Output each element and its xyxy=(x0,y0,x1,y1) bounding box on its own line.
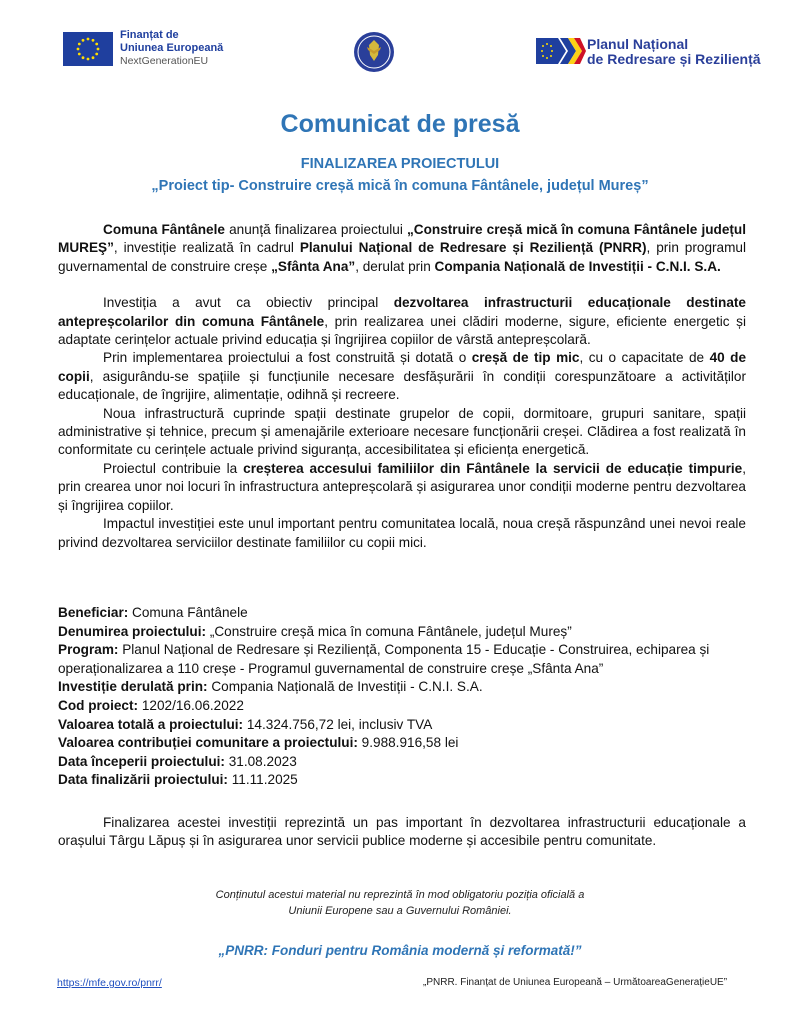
info-row-project-name xyxy=(58,623,746,642)
info-row-project-code xyxy=(58,697,746,716)
text: Proiectul contribuie la xyxy=(103,460,244,476)
info-value: 1202/16.06.2022 xyxy=(138,697,244,713)
info-row-eu-contribution xyxy=(58,734,746,753)
text-bold: Comuna Fântânele xyxy=(103,222,225,237)
text-bold: „Construire creșă mică în comuna Fântânele județul MUREŞ” xyxy=(58,222,746,256)
info-value: 14.324.756,72 lei, inclusiv TVA xyxy=(243,716,433,732)
paragraph-objective xyxy=(58,294,746,349)
info-label: Investiție derulată prin: xyxy=(58,679,208,695)
project-info-list xyxy=(58,604,746,790)
text-bold: Planului Național de Redresare și Reziliență (PNRR) xyxy=(299,240,647,256)
text-bold: „Sfânta Ana” xyxy=(271,258,356,274)
info-value: 11.11.2025 xyxy=(227,772,298,788)
info-value: „Construire creșă mica în comuna Fântânele, județul Mureș” xyxy=(206,623,572,639)
info-row-beneficiary xyxy=(58,604,746,623)
info-value: 9.988.916,58 lei xyxy=(357,735,459,751)
pnrr-slogan: „PNRR: Fonduri pentru România modernă și reformată!” xyxy=(218,943,582,958)
info-row-total-value xyxy=(58,716,746,735)
paragraph-infrastructure: Noua infrastructură cuprinde spații destinate grupelor de copii, dormitoare, grupuri sanitare, spații administrative și tehnice, precum și amenajările exterioare necesare funcționării creșei. Clădirea a fost realizată în conformitate cu cerințele actuale privind siguranța, accesibilitatea și eficiența energetică. xyxy=(58,405,746,458)
eu-funding-label xyxy=(120,29,223,68)
text: , investiție realizată în cadrul xyxy=(113,240,300,256)
project-title: „Proiect tip- Construire creșă mică în comuna Fântânele, județul Mureș” xyxy=(151,178,649,194)
paragraph-implementation xyxy=(58,349,746,404)
text-bold: creșă de tip mic xyxy=(471,350,580,366)
pnrr-flags-logo xyxy=(536,36,586,66)
info-label: Data finalizării proiectului: xyxy=(58,772,228,788)
footer-funding-note: „PNRR. Finanțat de Uniunea Europeană – UrmătoareaGenerațieUE” xyxy=(423,977,728,988)
government-seal-icon xyxy=(353,31,395,73)
info-row-end-date xyxy=(58,771,746,790)
info-value: Planul Național de Redresare și Reziliență, Componenta 15 - Educație - Construirea, echiparea și operaționalizarea a 110 creșe - Programul guvernamental de construire creșe „Sfânta Ana” xyxy=(58,642,710,676)
text: , prin programul guvernamental de construire creșe xyxy=(58,240,746,274)
paragraph-contribution xyxy=(58,460,746,515)
info-row-investment-by xyxy=(58,678,746,697)
text: anunță finalizarea proiectului xyxy=(224,222,407,237)
paragraph-closing: Finalizarea acestei investiții reprezintă un pas important în dezvoltarea infrastructurii educaționale a orașului Târgu Lăpuș și în asigurarea unor servicii publice moderne și accesibile pentru comunitate. xyxy=(58,815,746,849)
text-bold: Compania Națională de Investiții - C.N.I. S.A. xyxy=(434,258,721,274)
info-value: Comuna Fântânele xyxy=(128,605,248,620)
pnrr-line-2: de Redresare și Reziliență xyxy=(587,51,761,67)
eu-stars-icon xyxy=(63,32,113,66)
paragraph-announcement xyxy=(58,221,746,276)
disclaimer-line-2: Uniunii Europene sau a Guvernului României. xyxy=(288,905,512,917)
pnrr-flags-icon xyxy=(536,36,586,66)
info-label: Denumirea proiectului: xyxy=(58,623,207,639)
eu-line-1: Finanțat de xyxy=(120,29,179,41)
info-label: Valoarea contribuției comunitare a proiectului: xyxy=(58,735,358,751)
closing-section xyxy=(58,814,746,851)
text: , prin crearea unor noi locuri în infrastructura antepreșcolară și asigurarea unor condiții moderne pentru dezvoltarea și îngrijirea copiilor. xyxy=(58,460,746,513)
press-release-body xyxy=(58,221,746,552)
info-row-program xyxy=(58,641,746,678)
subtitle-heading: FINALIZAREA PROIECTULUI xyxy=(300,156,500,172)
footer-link-mfe[interactable]: https://mfe.gov.ro/pnrr/ xyxy=(57,977,162,989)
info-value: 31.08.2023 xyxy=(224,753,297,769)
pnrr-label xyxy=(587,37,761,67)
text: Investiția a avut ca obiectiv principal xyxy=(103,295,394,311)
eu-flag-logo xyxy=(63,32,113,66)
info-label: Data începerii proiectului: xyxy=(58,753,225,769)
info-label: Cod proiect: xyxy=(58,697,139,713)
disclaimer xyxy=(0,887,800,919)
disclaimer-line-1: Conținutul acestui material nu reprezintă în mod obligatoriu poziția oficială a xyxy=(215,889,585,901)
text: , prin realizarea unei clădiri moderne, sigure, eficiente energetic și adaptate cerințelor actuale privind educația și îngrijirea copiilor de vârstă antepreșcolară. xyxy=(58,313,747,348)
eu-line-2: Uniunea Europeană xyxy=(120,42,224,54)
text: , asigurându-se spațiile și funcțiunile necesare desfășurării în condiții corespunzătoare a activităților educaționale, de îngrijire, alimentație, odihnă și recreere. xyxy=(58,368,746,403)
text: , cu o capacitate de xyxy=(579,350,710,366)
text: , derulat prin xyxy=(355,258,435,274)
info-value: Compania Națională de Investiții - C.N.I. S.A. xyxy=(207,679,483,695)
pnrr-line-1: Planul Național xyxy=(587,36,689,52)
paragraph-impact: Impactul investiției este unul important pentru comunitatea locală, noua creșă răspunzând unei nevoi reale privind dezvoltarea serviciilor destinate familiilor cu copii mici. xyxy=(58,516,746,550)
eu-line-3: NextGenerationEU xyxy=(120,55,209,67)
info-row-start-date xyxy=(58,753,746,772)
text: Prin implementarea proiectului a fost construită și dotată o xyxy=(103,350,472,366)
romanian-government-seal-logo xyxy=(353,31,395,73)
text-bold: 40 de copii xyxy=(58,350,746,384)
info-label: Beneficiar: xyxy=(58,605,129,620)
info-label: Valoarea totală a proiectului: xyxy=(58,716,244,732)
page-title: Comunicat de presă xyxy=(280,110,520,138)
text-bold: dezvoltarea infrastructurii educaționale destinate antepreșcolarilor din comuna Fântânele xyxy=(58,295,746,329)
text-bold: creșterea accesului familiilor din Fântânele la servicii de educație timpurie xyxy=(243,460,743,476)
info-label: Program: xyxy=(58,642,119,658)
